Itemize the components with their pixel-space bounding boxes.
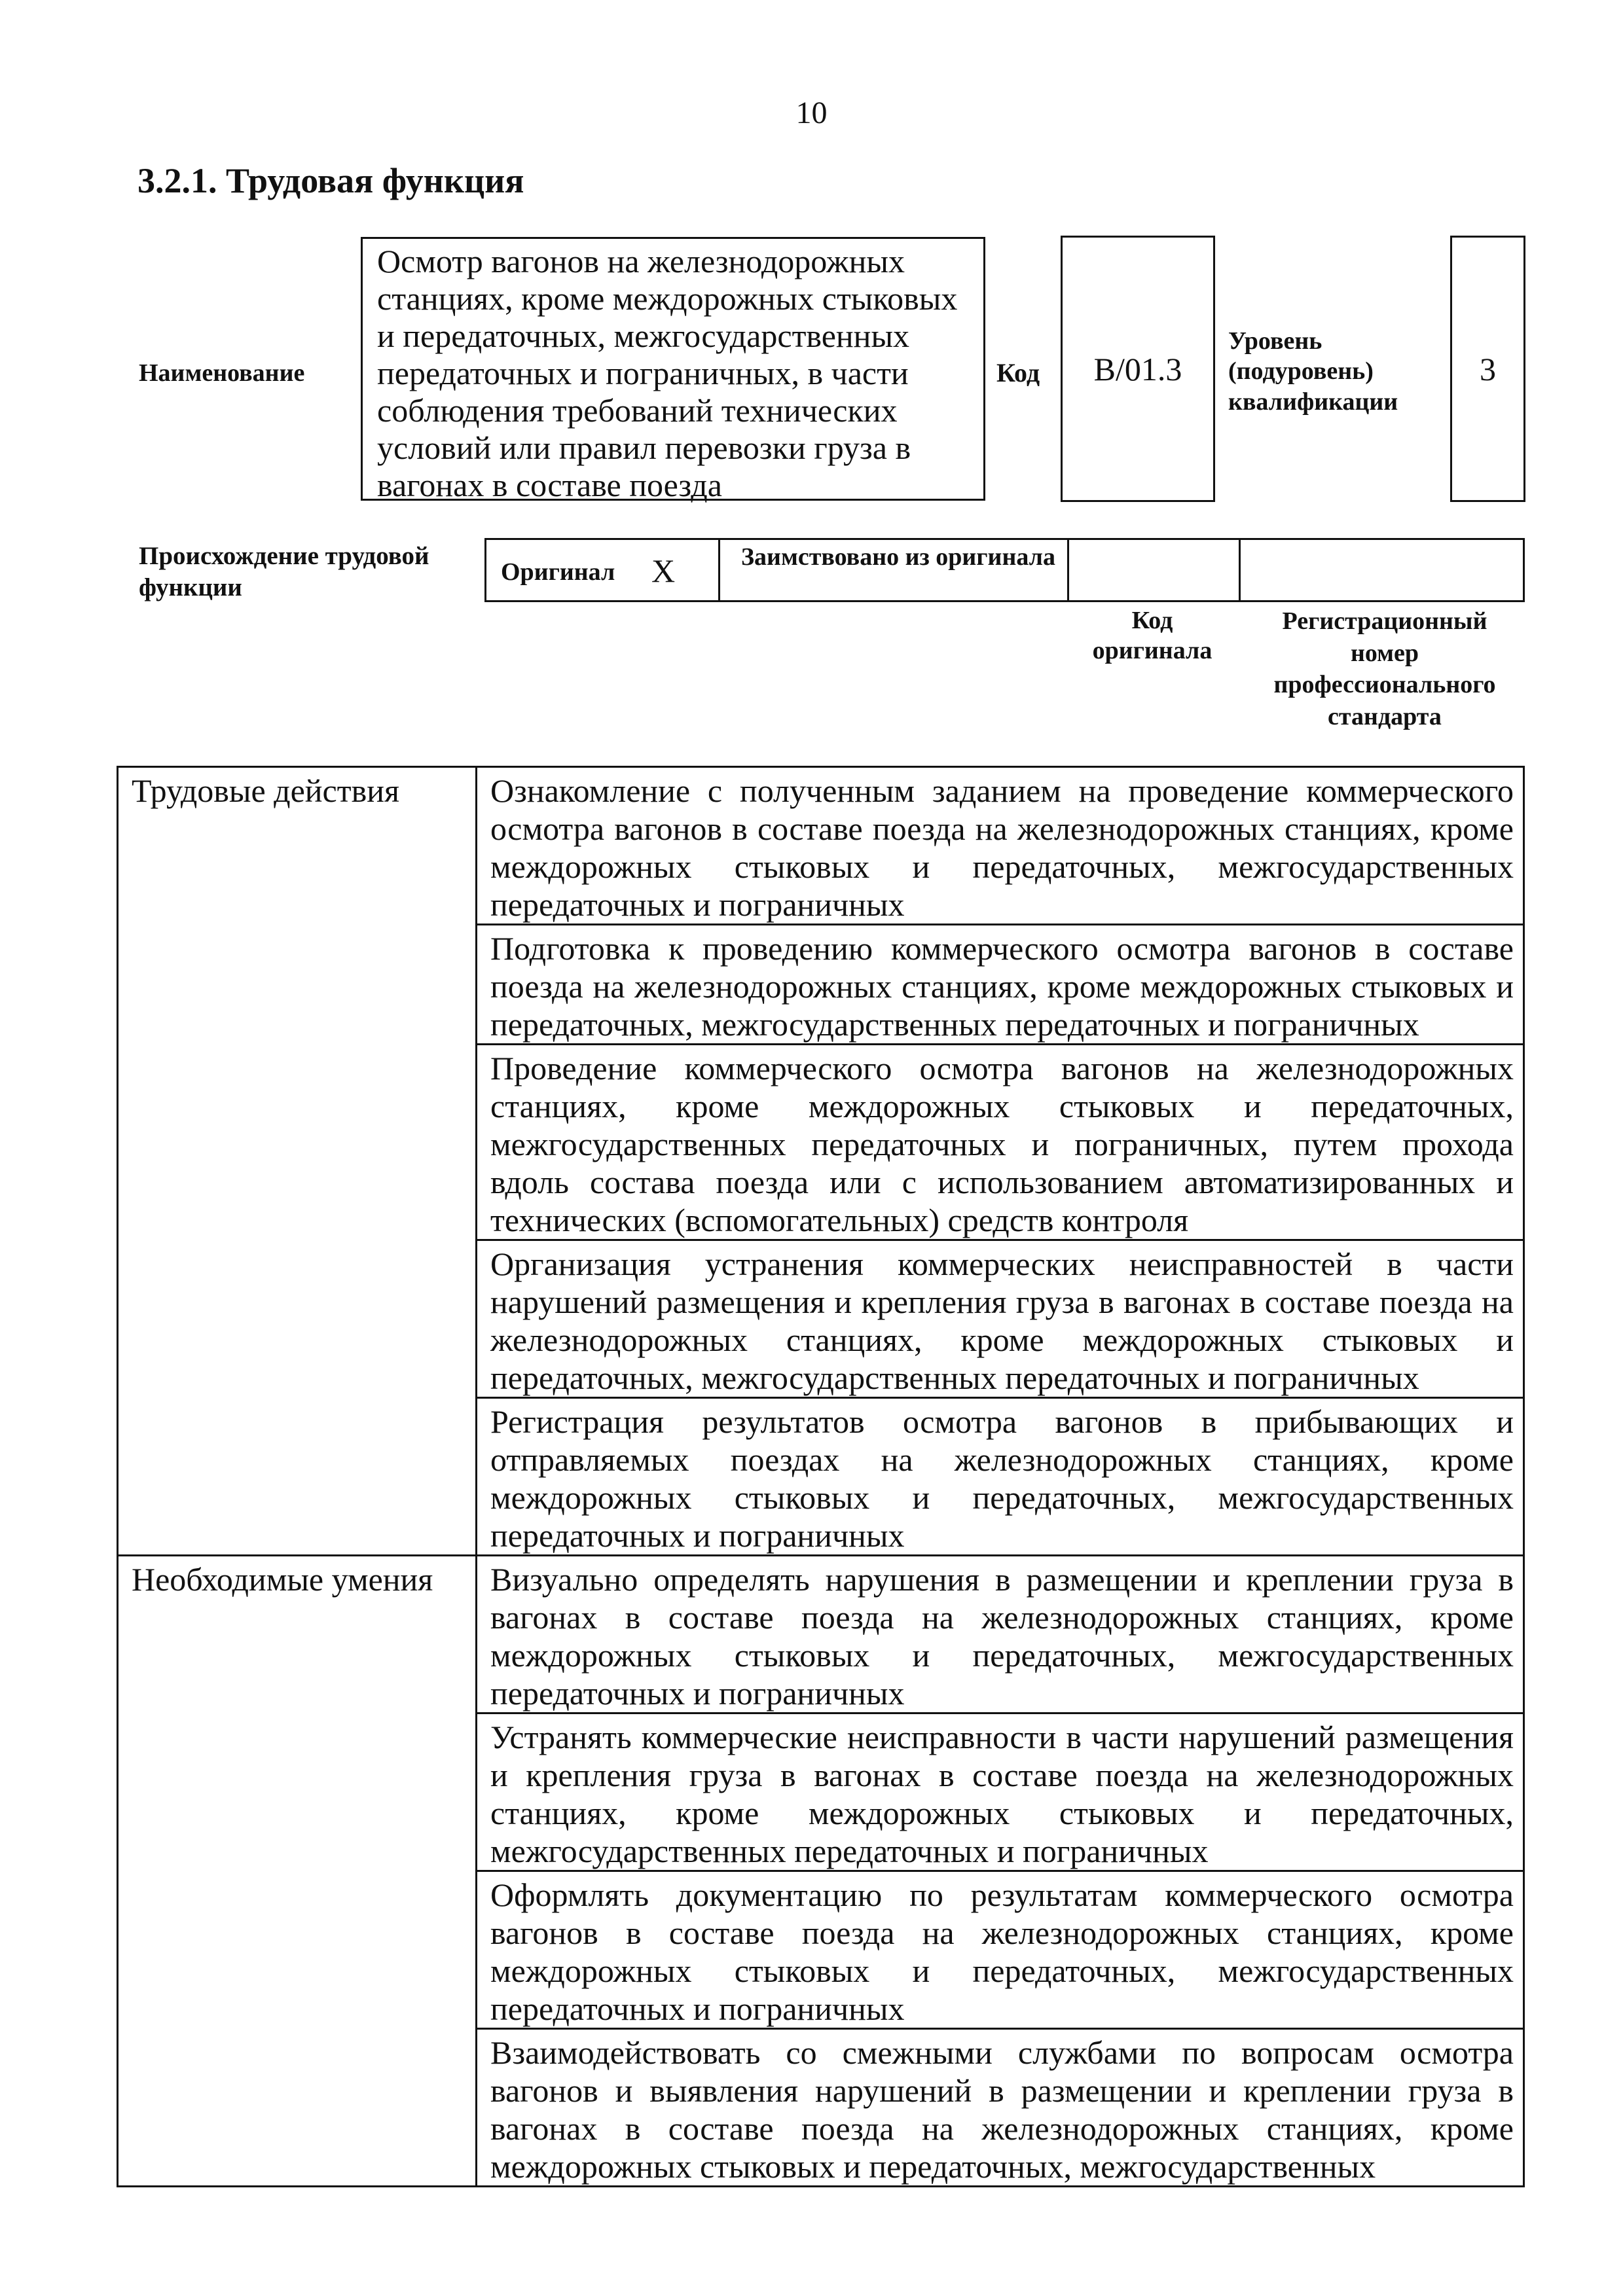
original-label: Оригинал <box>501 558 615 586</box>
table-row <box>118 1556 1524 1713</box>
code-value-box <box>1061 236 1215 502</box>
labor-action-item: Проведение коммерческого осмотра вагонов на железнодорожных станциях, кроме междорожных стыковых и передаточных, межгосударственных передаточных и пограничных, путем прохода вдоль состава поезда или с использованием автоматизированных и технических (вспомогательных) средств контроля <box>477 1045 1524 1240</box>
labor-function-table <box>117 766 1525 2187</box>
registration-number-caption: Регистрационный номер профессионального стандарта <box>1273 607 1496 730</box>
original-cell <box>484 538 720 602</box>
labor-action-item: Регистрация результатов осмотра вагонов в прибывающих и отправляемых поездах на железнодорожных станциях, кроме междорожных стыковых и передаточных, межгосударственных передаточных и пограничных <box>477 1398 1524 1556</box>
skill-item: Оформлять документацию по результатам коммерческого осмотра вагонов в составе поезда на железнодорожных станциях, кроме междорожных стыковых и передаточных, межгосударственных передаточных и пограничных <box>477 1871 1524 2029</box>
borrowed-cell <box>718 538 1069 602</box>
original-mark: X <box>651 552 676 589</box>
level-label: Уровень (подуровень) квалификации <box>1228 327 1398 416</box>
required-skills-label: Необходимые умения <box>118 1556 477 2187</box>
code-label: Код <box>996 357 1040 387</box>
code-value: B/01.3 <box>1093 350 1182 387</box>
borrowed-label: Заимствовано из оригинала <box>741 543 1055 571</box>
labor-action-item: Ознакомление с полученным заданием на проведение коммерческого осмотра вагонов в составе поезда на железнодорожных станциях, кроме междорожных стыковых и передаточных, межгосударственных передаточных и пограничных <box>477 767 1524 925</box>
function-name: Осмотр вагонов на железнодорожных станциях, кроме междорожных стыковых и передаточных, межгосударственных передаточных и пограничных, в части соблюдения требований технических условий или правил перевозки груза в вагонах в составе поезда <box>377 243 958 503</box>
registration-number-cell <box>1239 538 1525 602</box>
original-code-caption: Код оригинала <box>1092 607 1213 665</box>
original-code-cell <box>1067 538 1241 602</box>
function-name-box <box>361 237 985 501</box>
skill-item: Взаимодействовать со смежными службами по вопросам осмотра вагонов и выявления нарушений в размещении и креплении груза в вагонах в составе поезда на железнодорожных станциях, кроме междорожных стыковых и передаточных, межгосударственных <box>477 2029 1524 2187</box>
labor-action-item: Подготовка к проведению коммерческого осмотра вагонов в составе поезда на железнодорожных станциях, кроме междорожных стыковых и передаточных, межгосударственных передаточных и пограничных <box>477 925 1524 1045</box>
skill-item: Устранять коммерческие неисправности в части нарушений размещения и крепления груза в вагонах в составе поезда на железнодорожных станциях, кроме междорожных стыковых и передаточных, межгосударственных передаточных и пограничных <box>477 1713 1524 1871</box>
origin-label: Происхождение трудовой функции <box>139 542 429 601</box>
section-title: 3.2.1. Трудовая функция <box>137 161 524 200</box>
level-value: 3 <box>1480 350 1496 387</box>
labor-action-item: Организация устранения коммерческих неисправностей в части нарушений размещения и крепления груза в вагонах в составе поезда на железнодорожных станциях, кроме междорожных стыковых и передаточных, межгосударственных передаточных и пограничных <box>477 1240 1524 1398</box>
table-row <box>118 767 1524 925</box>
level-value-box <box>1450 236 1525 502</box>
page-number: 10 <box>795 96 828 130</box>
skill-item: Визуально определять нарушения в размещении и креплении груза в вагонах в составе поезда на железнодорожных станциях, кроме междорожных стыковых и передаточных, межгосударственных передаточных и пограничных <box>477 1556 1524 1713</box>
name-label: Наименование <box>139 359 305 387</box>
labor-actions-label: Трудовые действия <box>118 767 477 1556</box>
